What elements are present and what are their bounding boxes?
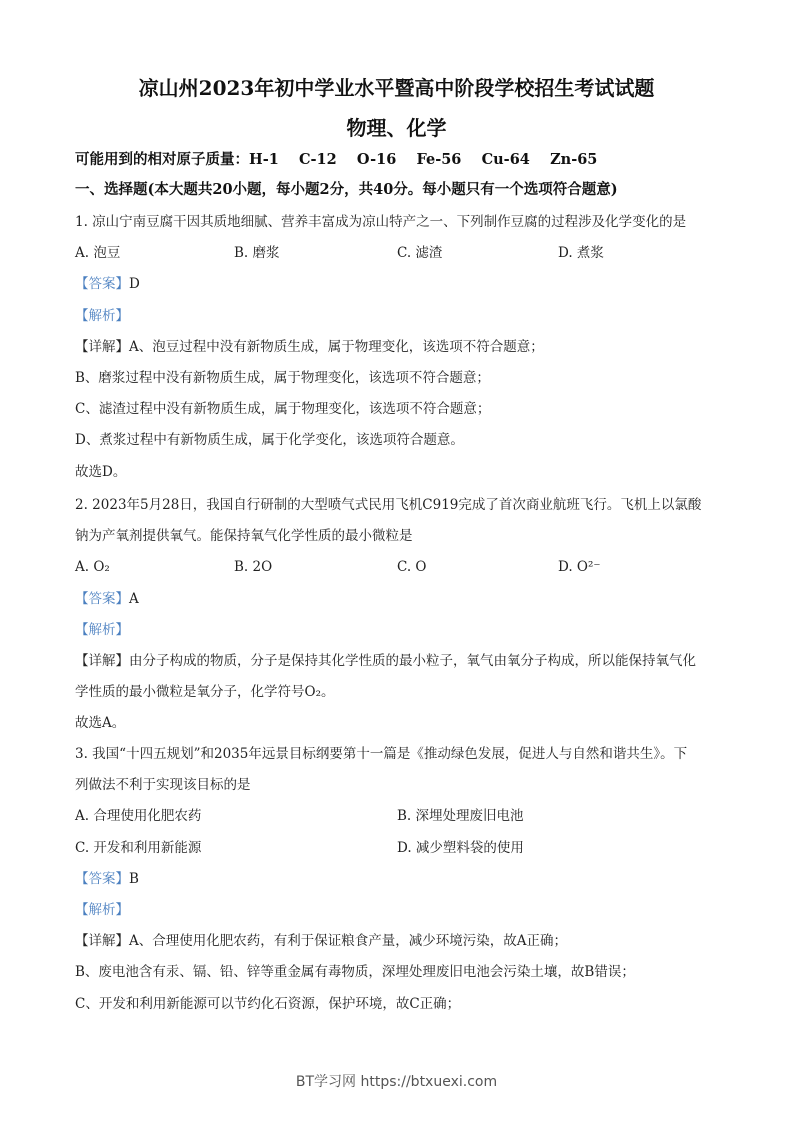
detail-line — [75, 963, 635, 981]
analysis-label: 【解析】 — [75, 621, 129, 638]
detail-text: 故选A。 — [75, 715, 126, 732]
detail-text: A、泡豆过程中没有新物质生成，属于物理变化，该选项不符合题意； — [129, 338, 544, 355]
detail-text: C、滤渣过程中没有新物质生成，属于物理变化，该选项不符合题意； — [75, 401, 491, 418]
answer-value: A — [129, 590, 139, 607]
answer-line — [75, 590, 139, 608]
detail-text: B、磨浆过程中没有新物质生成，属于物理变化，该选项不符合题意； — [75, 370, 490, 386]
answer-value: D — [129, 276, 140, 293]
detail-line — [75, 652, 696, 670]
answer-line — [75, 275, 140, 293]
page-subtitle: 物理、化学 — [346, 116, 447, 140]
answer-label: 【答案】 — [75, 870, 129, 887]
answer-option: A. O₂ — [75, 559, 110, 576]
question-stem: 2. 2023年5月28日，我国自行研制的大型喷气式民用飞机C919完成了首次商业航班飞行。飞机上以氯酸 — [75, 497, 702, 513]
answer-option: B. 2O — [234, 559, 273, 576]
detail-line — [75, 431, 464, 449]
question-stem: 1. 凉山宁南豆腐干因其质地细腻、营养丰富成为凉山特产之一、下列制作豆腐的过程涉及化学变化的是 — [75, 214, 687, 230]
answer-option: C. 开发和利用新能源 — [75, 839, 202, 856]
detail-label: 【详解】 — [75, 933, 129, 950]
answer-label: 【答案】 — [75, 590, 129, 607]
answer-value: B — [129, 870, 139, 887]
answer-option: A. 泡豆 — [75, 245, 121, 262]
answer-option: D. 煮浆 — [558, 245, 604, 262]
page-title: 凉山州2023年初中学业水平暨高中阶段学校招生考试试题 — [138, 76, 655, 100]
section-heading: 一、选择题(本大题共20小题，每小题2分，共40分。每小题只有一个选项符合题意) — [75, 181, 618, 198]
detail-line — [75, 338, 544, 356]
question-stem: 钠为产氧剂提供氧气。能保持氧气化学性质的最小微粒是 — [75, 528, 413, 545]
detail-label: 【详解】 — [75, 338, 129, 355]
question-stem: 3. 我国“十四五规划”和2035年远景目标纲要第十一篇是《推动绿色发展，促进人与自然和谐共生》。下 — [75, 746, 688, 762]
detail-line — [75, 714, 125, 732]
answer-option: B. 磨浆 — [234, 245, 280, 262]
atomic-masses: 可能用到的相对原子质量：H-1 C-12 O-16 Fe-56 Cu-64 Zn-65 — [75, 151, 598, 168]
answer-option: A. 合理使用化肥农药 — [75, 808, 202, 825]
detail-line — [75, 369, 490, 387]
detail-line — [75, 463, 126, 481]
detail-text: B、废电池含有汞、镉、铅、锌等重金属有毒物质，深埋处理废旧电池会污染土壤，故B错误； — [75, 964, 635, 981]
detail-label: 【详解】 — [75, 653, 129, 669]
detail-text: A、合理使用化肥农药，有利于保证粮食产量，减少环境污染，故A正确； — [129, 933, 567, 950]
detail-text: 由分子构成的物质，分子是保持其化学性质的最小粒子，氧气由氧分子构成，所以能保持氧气化 — [129, 653, 696, 669]
answer-option: B. 深埋处理废旧电池 — [397, 808, 524, 825]
detail-text: C、开发和利用新能源可以节约化石资源，保护环境，故C正确； — [75, 995, 461, 1012]
detail-text: 故选D。 — [75, 463, 127, 480]
detail-text: D、煮浆过程中有新物质生成，属于化学变化，该选项符合题意。 — [75, 432, 464, 449]
detail-line — [75, 400, 490, 418]
answer-option: D. 减少塑料袋的使用 — [397, 839, 524, 856]
answer-option: D. O²⁻ — [558, 559, 601, 576]
detail-line — [75, 932, 567, 950]
answer-label: 【答案】 — [75, 276, 129, 293]
question-stem: 列做法不利于实现该目标的是 — [75, 777, 251, 794]
analysis-label: 【解析】 — [75, 902, 129, 918]
footer-watermark: BT学习网 https://btxuexi.com — [295, 1074, 498, 1090]
detail-text: 学性质的最小微粒是氧分子，化学符号O₂。 — [75, 684, 335, 701]
detail-line — [75, 683, 334, 701]
answer-option: C. 滤渣 — [397, 245, 443, 262]
analysis-label: 【解析】 — [75, 307, 129, 324]
answer-option: C. O — [397, 559, 427, 576]
detail-line — [75, 995, 460, 1013]
answer-line — [75, 870, 139, 888]
